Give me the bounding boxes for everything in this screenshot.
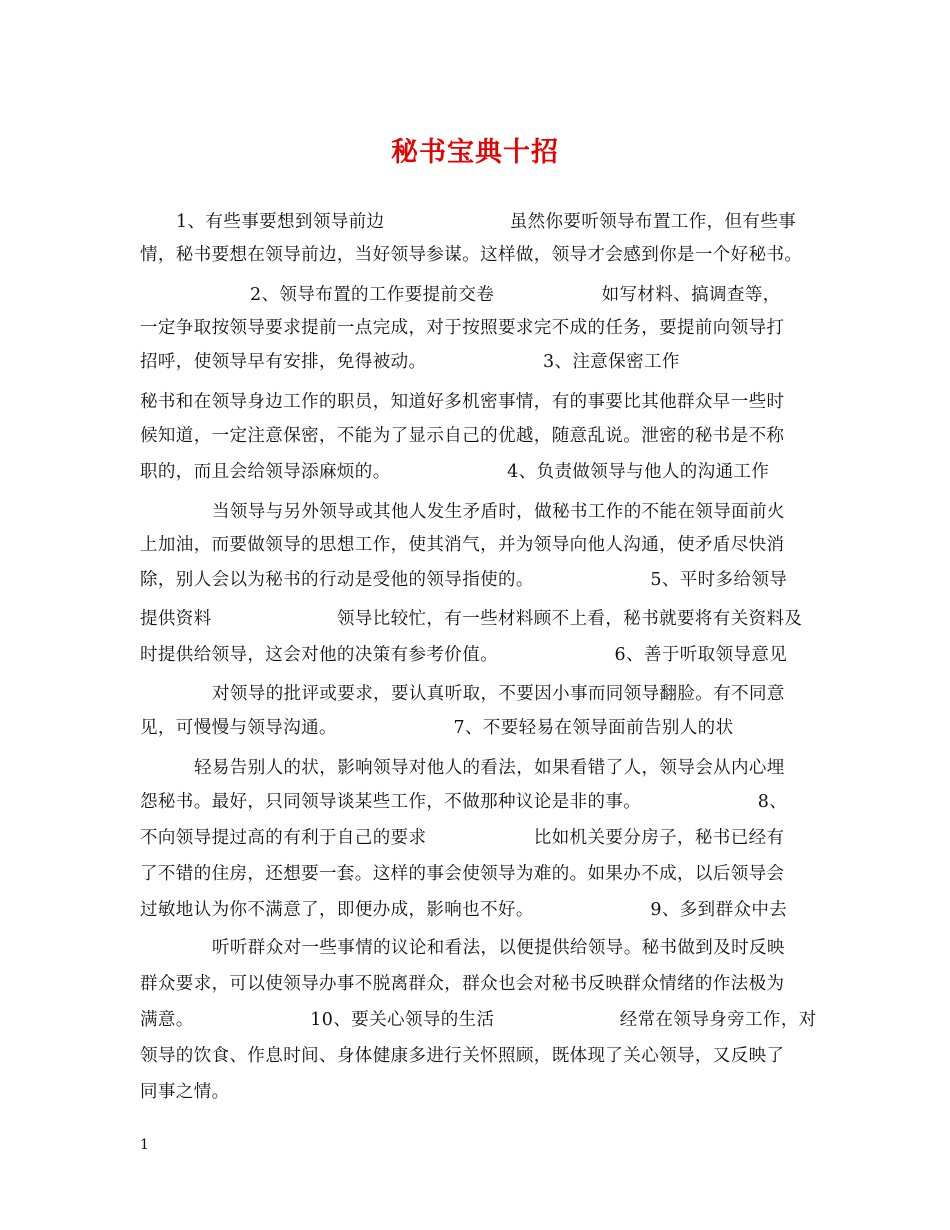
body-line: 情，秘书要想在领导前边，当好领导参谋。这样做，领导才会感到你是一个好秘书。 xyxy=(140,245,803,265)
body-line: 除，别人会以为秘书的行动是受他的领导指使的。 5、平时多给领导 xyxy=(140,570,788,590)
body-line: 过敏地认为你不满意了，即便办成，影响也不好。 9、多到群众中去 xyxy=(140,900,788,920)
body-line: 不向领导提过高的有利于自己的要求 比如机关要分房子，秘书已经有 xyxy=(140,828,785,848)
body-line: 群众要求，可以使领导办事不脱离群众，群众也会对秘书反映群众情绪的作法极为 xyxy=(140,974,785,994)
body-line: 领导的饮食、作息时间、身体健康多进行关怀照顾，既体现了关心领导，又反映了 xyxy=(140,1046,785,1066)
body-line: 当领导与另外领导或其他人发生矛盾时，做秘书工作的不能在领导面前火 xyxy=(212,502,785,522)
body-line: 见，可慢慢与领导沟通。 7、不要轻易在领导面前告别人的状 xyxy=(140,718,734,738)
body-line: 秘书和在领导身边工作的职员，知道好多机密事情，有的事要比其他群众早一些时 xyxy=(140,392,785,412)
body-line: 职的，而且会给领导添麻烦的。 4、负责做领导与他人的沟通工作 xyxy=(140,462,770,482)
body-line: 时提供给领导，这会对他的决策有参考价值。 6、善于听取领导意见 xyxy=(140,645,788,665)
body-line: 2、领导布置的工作要提前交卷 如写材料、搞调查等， xyxy=(250,285,781,305)
body-line: 候知道，一定注意保密，不能为了显示自己的优越，随意乱说。泄密的秘书是不称 xyxy=(140,426,785,446)
body-line: 一定争取按领导要求提前一点完成，对于按照要求完不成的任务，要提前向领导打 xyxy=(140,318,785,338)
body-line: 轻易告别人的状，影响领导对他人的看法，如果看错了人，领导会从内心埋 xyxy=(194,758,785,778)
body-line: 提供资料 领导比较忙，有一些材料顾不上看，秘书就要将有关资料及 xyxy=(140,609,803,629)
body-line: 1、有些事要想到领导前边 虽然你要听领导布置工作，但有些事 xyxy=(176,212,797,232)
body-line: 了不错的住房，还想要一套。这样的事会使领导为难的。如果办不成，以后领导会 xyxy=(140,864,785,884)
body-line: 满意。 10、要关心领导的生活 经常在领导身旁工作，对 xyxy=(140,1010,817,1030)
body-line: 招呼，使领导早有安排，免得被动。 3、注意保密工作 xyxy=(140,352,680,372)
body-line: 听听群众对一些事情的议论和看法，以便提供给领导。秘书做到及时反映 xyxy=(212,938,785,958)
page-number: 1 xyxy=(140,1137,149,1153)
body-line: 对领导的批评或要求，要认真听取，不要因小事而同领导翻脸。有不同意 xyxy=(212,684,785,704)
body-line: 上加油，而要做领导的思想工作，使其消气，并为领导向他人沟通，使矛盾尽快消 xyxy=(140,535,785,555)
body-line: 怨秘书。最好，只同领导谈某些工作，不做那种议论是非的事。 8、 xyxy=(140,792,788,812)
document-title: 秘书宝典十招 xyxy=(391,137,559,168)
body-line: 同事之情。 xyxy=(140,1082,230,1102)
